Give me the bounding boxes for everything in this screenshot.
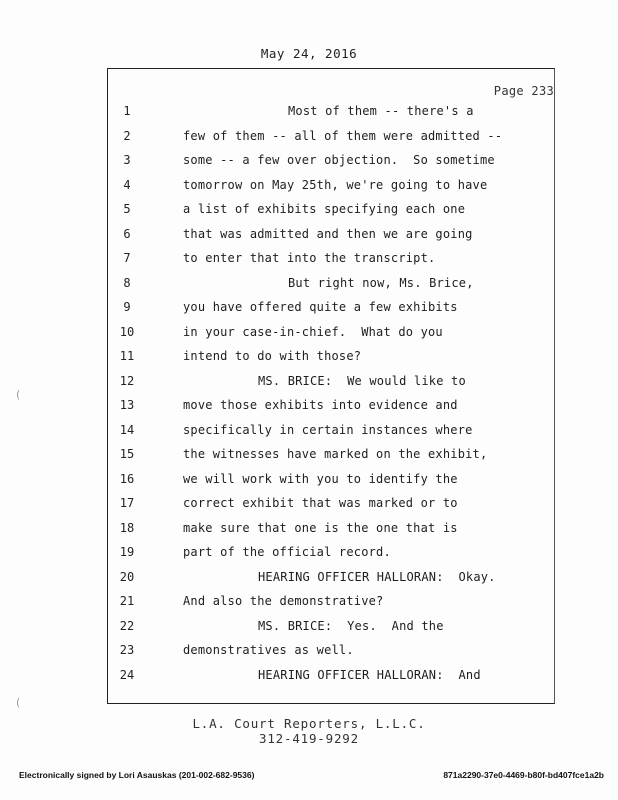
transcript-line: And also the demonstrative? bbox=[183, 594, 384, 608]
transcript-line: a list of exhibits specifying each one bbox=[183, 202, 466, 216]
page-number: Page 233 bbox=[493, 84, 554, 98]
line-number: 12 bbox=[119, 373, 135, 388]
line-number: 16 bbox=[119, 471, 135, 486]
electronic-signature: Electronically signed by Lori Asauskas (201-002-682-9536) bbox=[19, 770, 255, 780]
line-number: 13 bbox=[119, 398, 135, 412]
transcript-line: But right now, Ms. Brice, bbox=[288, 275, 474, 290]
line-number: 3 bbox=[123, 153, 131, 167]
transcript-line: HEARING OFFICER HALLORAN: Okay. bbox=[258, 569, 496, 584]
line-number: 9 bbox=[123, 300, 131, 314]
transcript-line: few of them -- all of them were admitted -- bbox=[183, 128, 503, 143]
transcript-line: you have offered quite a few exhibits bbox=[183, 300, 458, 314]
transcript-line: Most of them -- there's a bbox=[288, 104, 474, 118]
line-number: 6 bbox=[123, 226, 131, 241]
transcript-line: demonstratives as well. bbox=[183, 643, 354, 657]
line-number: 1 bbox=[123, 104, 131, 118]
court-reporter-firm: L.A. Court Reporters, L.L.C. bbox=[192, 716, 426, 731]
line-number: 14 bbox=[119, 422, 135, 437]
transcript-line: MS. BRICE: We would like to bbox=[258, 373, 466, 388]
scan-artifact-mark: ( bbox=[16, 388, 21, 401]
transcript-line: HEARING OFFICER HALLORAN: And bbox=[258, 667, 481, 682]
scan-artifact-mark: ( bbox=[16, 696, 21, 709]
line-number: 2 bbox=[123, 128, 131, 143]
transcript-line: the witnesses have marked on the exhibit, bbox=[183, 447, 488, 461]
transcript-line: we will work with you to identify the bbox=[183, 471, 458, 486]
header-date: May 24, 2016 bbox=[260, 46, 358, 61]
transcript-line: move those exhibits into evidence and bbox=[183, 398, 458, 412]
line-number: 15 bbox=[119, 447, 135, 461]
line-number: 22 bbox=[119, 618, 135, 633]
transcript-line: correct exhibit that was marked or to bbox=[183, 496, 458, 510]
transcript-line: that was admitted and then we are going bbox=[183, 226, 473, 241]
transcript-line: to enter that into the transcript. bbox=[183, 251, 436, 265]
line-number: 17 bbox=[119, 496, 135, 510]
line-number: 10 bbox=[119, 324, 135, 339]
court-reporter-phone: 312-419-9292 bbox=[259, 731, 359, 746]
transcript-line: some -- a few over objection. So sometime bbox=[183, 153, 495, 167]
line-number: 18 bbox=[119, 520, 135, 535]
transcript-line: specifically in certain instances where bbox=[183, 422, 473, 437]
line-number: 7 bbox=[123, 251, 131, 265]
line-number: 5 bbox=[123, 202, 131, 216]
line-number: 19 bbox=[119, 545, 135, 559]
transcript-line: intend to do with those? bbox=[183, 349, 362, 363]
transcript-line: tomorrow on May 25th, we're going to have bbox=[183, 177, 488, 192]
line-number: 20 bbox=[119, 569, 135, 584]
transcript-line: MS. BRICE: Yes. And the bbox=[258, 618, 444, 633]
document-id: 871a2290-37e0-4469-b80f-bd407fce1a2b bbox=[443, 770, 604, 780]
line-number: 21 bbox=[119, 594, 135, 608]
line-number: 11 bbox=[119, 349, 135, 363]
line-number: 8 bbox=[123, 275, 131, 290]
transcript-line: make sure that one is the one that is bbox=[183, 520, 458, 535]
line-number: 4 bbox=[123, 177, 131, 192]
transcript-line: part of the official record. bbox=[183, 545, 391, 559]
transcript-line: in your case-in-chief. What do you bbox=[183, 324, 443, 339]
line-number: 23 bbox=[119, 643, 135, 657]
line-number: 24 bbox=[119, 667, 135, 682]
